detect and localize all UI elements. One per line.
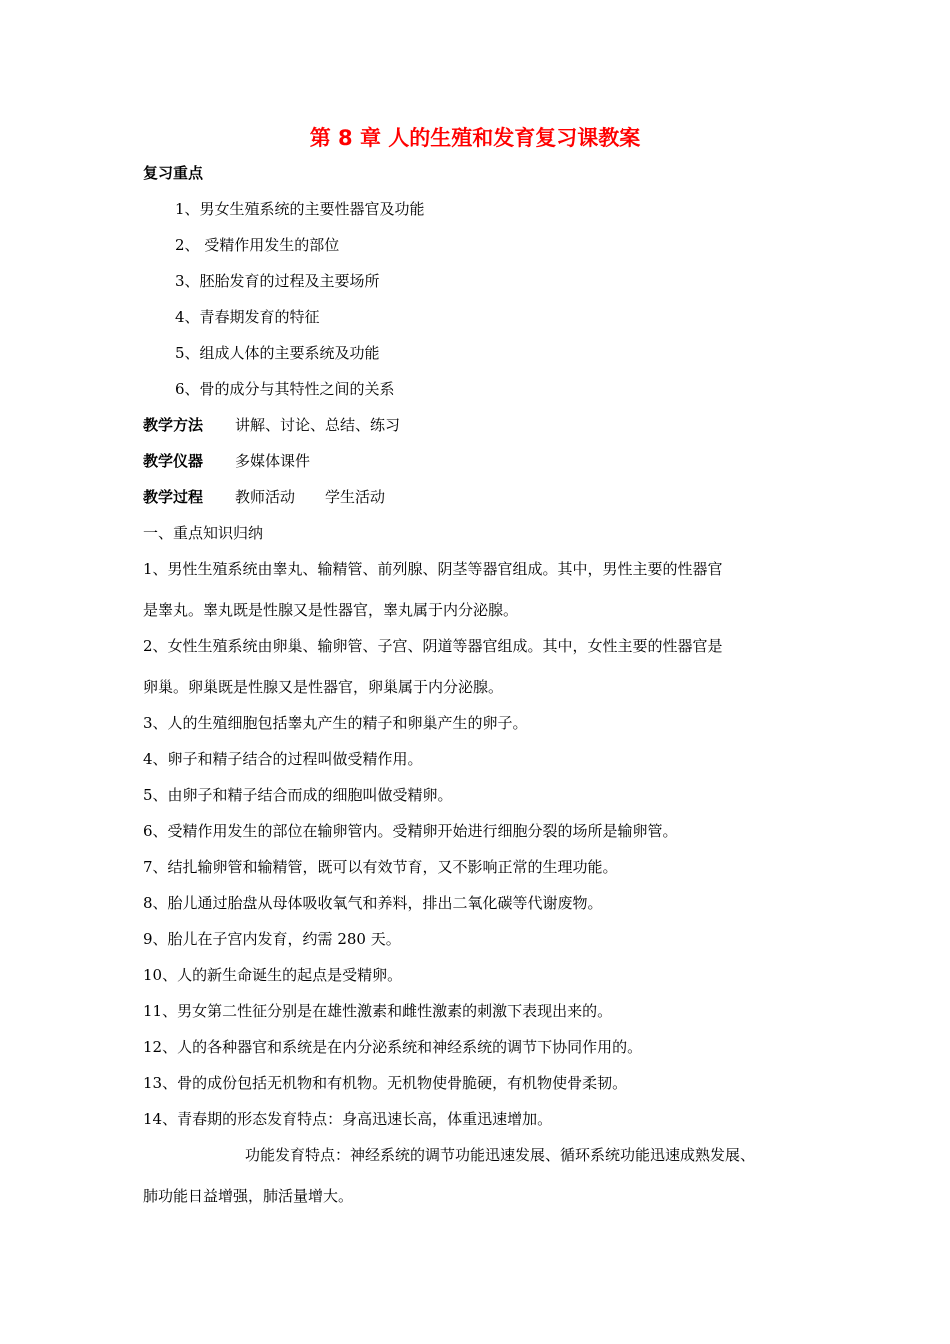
teaching-process-label: 教学过程 <box>143 488 204 506</box>
teaching-tools-row <box>143 451 310 471</box>
teaching-process-row <box>143 487 385 507</box>
knowledge-point: 5、由卵子和精子结合而成的细胞叫做受精卵。 <box>143 786 453 804</box>
knowledge-point: 12、人的各种器官和系统是在内分泌系统和神经系统的调节下协同作用的。 <box>143 1038 643 1056</box>
function-development-line: 功能发育特点：神经系统的调节功能迅速发展、循环系统功能迅速成熟发展、 <box>245 1146 756 1164</box>
knowledge-point: 7、结扎输卵管和输精管，既可以有效节育，又不影响正常的生理功能。 <box>143 858 618 876</box>
knowledge-point: 卵巢。卵巢既是性腺又是性器官，卵巢属于内分泌腺。 <box>143 678 504 696</box>
knowledge-point: 4、卵子和精子结合的过程叫做受精作用。 <box>143 750 423 768</box>
knowledge-point: 14、青春期的形态发育特点：身高迅速长高，体重迅速增加。 <box>143 1110 553 1128</box>
section-heading: 一、重点知识归纳 <box>143 524 264 542</box>
knowledge-point: 3、人的生殖细胞包括睾丸产生的精子和卵巢产生的卵子。 <box>143 714 528 732</box>
teaching-method-value: 讲解、讨论、总结、练习 <box>235 416 401 434</box>
knowledge-point: 9、胎儿在子宫内发育，约需 280 天。 <box>143 930 401 948</box>
knowledge-point: 11、男女第二性征分别是在雄性激素和雌性激素的刺激下表现出来的。 <box>143 1002 613 1020</box>
review-item-4: 4、青春期发育的特征 <box>175 308 320 326</box>
knowledge-point: 10、人的新生命诞生的起点是受精卵。 <box>143 966 403 984</box>
function-development-line: 肺功能日益增强，肺活量增大。 <box>143 1187 354 1205</box>
review-focus-heading: 复习重点 <box>143 164 204 182</box>
review-item-2: 2、 受精作用发生的部位 <box>175 236 340 254</box>
review-item-6: 6、骨的成分与其特性之间的关系 <box>175 380 395 398</box>
knowledge-point: 13、骨的成份包括无机物和有机物。无机物使骨脆硬，有机物使骨柔韧。 <box>143 1074 628 1092</box>
knowledge-point: 1、男性生殖系统由睾丸、输精管、前列腺、阴茎等器官组成。其中，男性主要的性器官 <box>143 560 723 578</box>
knowledge-point: 是睾丸。睾丸既是性腺又是性器官，睾丸属于内分泌腺。 <box>143 601 519 619</box>
knowledge-point: 8、胎儿通过胎盘从母体吸收氧气和养料，排出二氧化碳等代谢废物。 <box>143 894 603 912</box>
review-item-5: 5、组成人体的主要系统及功能 <box>175 344 380 362</box>
page-title: 第 8 章 人的生殖和发育复习课教案 <box>309 126 641 150</box>
knowledge-point: 6、受精作用发生的部位在输卵管内。受精卵开始进行细胞分裂的场所是输卵管。 <box>143 822 678 840</box>
knowledge-point: 2、女性生殖系统由卵巢、输卵管、子宫、阴道等器官组成。其中，女性主要的性器官是 <box>143 637 723 655</box>
teacher-activity: 教师活动 <box>235 488 296 506</box>
review-item-3: 3、胚胎发育的过程及主要场所 <box>175 272 380 290</box>
teaching-method-row <box>143 415 400 435</box>
teaching-tools-label: 教学仪器 <box>143 452 204 470</box>
teaching-tools-value: 多媒体课件 <box>235 452 311 470</box>
student-activity: 学生活动 <box>325 488 386 506</box>
review-item-1: 1、男女生殖系统的主要性器官及功能 <box>175 200 425 218</box>
teaching-method-label: 教学方法 <box>143 416 204 434</box>
